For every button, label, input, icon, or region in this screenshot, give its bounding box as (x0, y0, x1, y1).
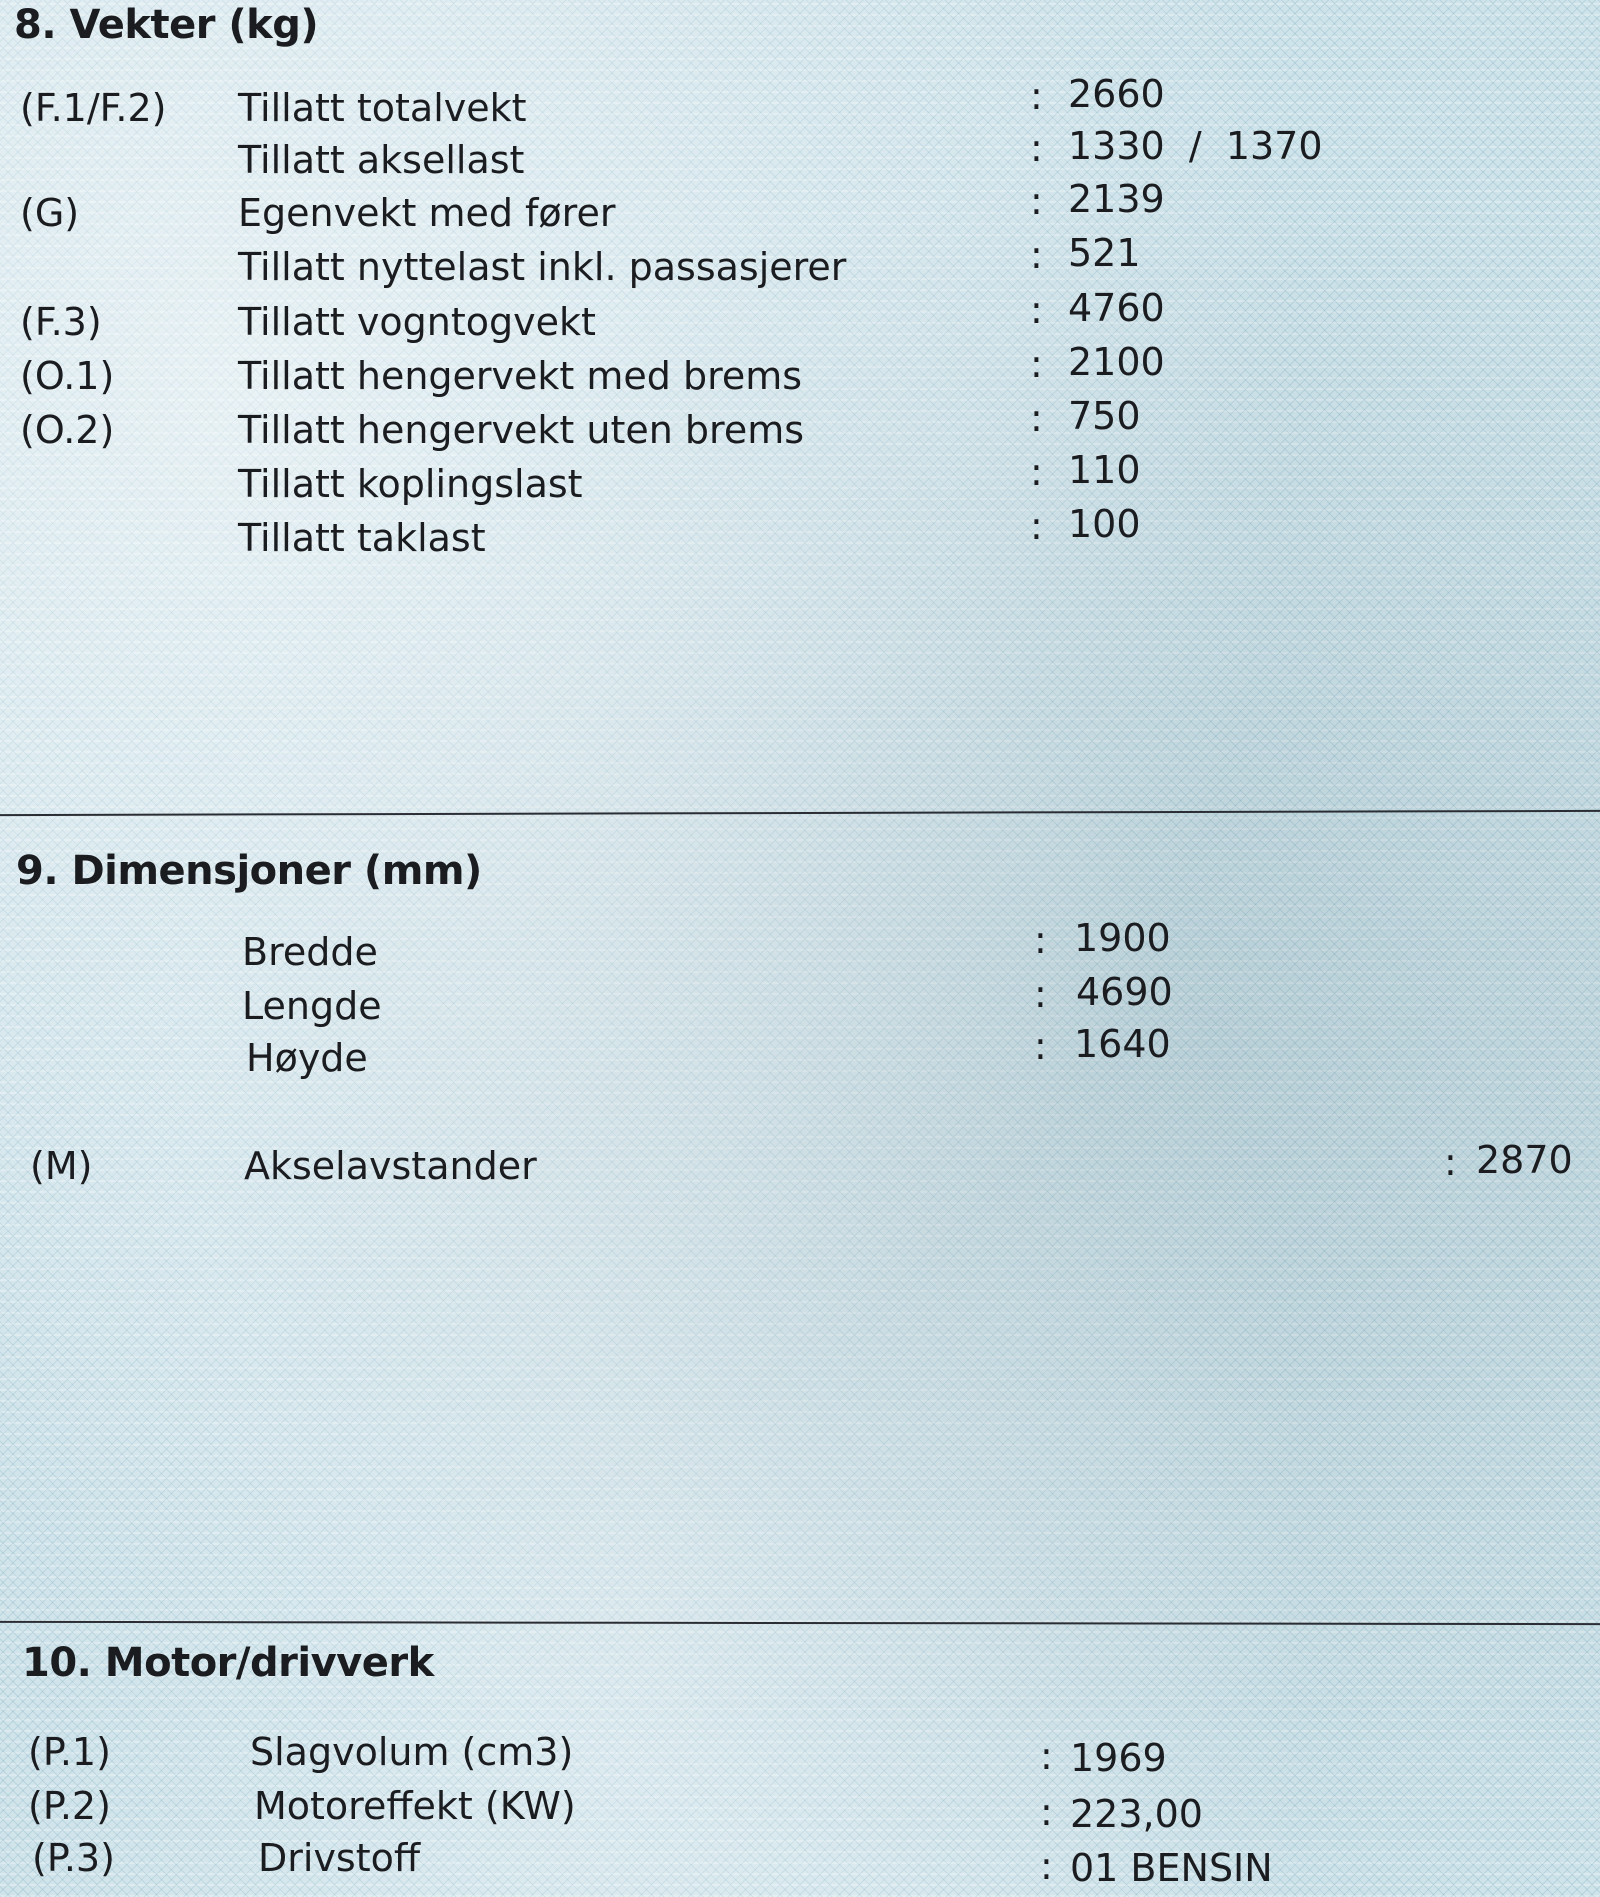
field-label: Tillatt hengervekt uten brems (238, 408, 805, 452)
field-label: Akselavstander (244, 1144, 537, 1188)
section-title-weights: 8. Vekter (kg) (14, 2, 319, 48)
field-value: 2100 (1068, 340, 1165, 384)
section-divider (0, 1621, 1600, 1625)
field-value: 521 (1068, 231, 1141, 275)
field-colon: : (1030, 179, 1043, 223)
field-value: 1330 / 1370 (1068, 124, 1323, 168)
field-colon: : (1030, 450, 1043, 494)
field-code: (F.1/F.2) (20, 86, 167, 130)
weight-row-train (0, 286, 1600, 350)
weight-row-axle (0, 124, 1600, 188)
field-label: Tillatt hengervekt med brems (238, 354, 803, 398)
field-label: Bredde (242, 930, 378, 974)
section-title-engine: 10. Motor/drivverk (22, 1640, 434, 1686)
weight-row-curb (0, 177, 1600, 241)
field-colon: : (1030, 126, 1043, 170)
field-value: 2139 (1068, 177, 1165, 221)
field-code: (O.1) (20, 354, 115, 398)
field-value: 223,00 (1070, 1792, 1203, 1836)
field-colon: : (1030, 74, 1043, 118)
field-colon: : (1034, 972, 1047, 1016)
field-value: 4760 (1068, 286, 1165, 330)
field-label: Tillatt koplingslast (238, 462, 583, 506)
field-value: 1900 (1074, 916, 1171, 960)
field-label: Egenvekt med fører (238, 191, 616, 235)
dimension-row-width (0, 916, 1600, 980)
weight-row-trailer-unbraked (0, 394, 1600, 458)
field-label: Høyde (246, 1036, 368, 1080)
field-value: 2660 (1068, 72, 1165, 116)
field-colon: : (1030, 342, 1043, 386)
field-value: 2870 (1476, 1138, 1573, 1182)
field-colon: : (1034, 918, 1047, 962)
weight-row-trailer-braked (0, 340, 1600, 404)
field-colon: : (1030, 504, 1043, 548)
field-code: (O.2) (20, 408, 115, 452)
field-colon: : (1040, 1734, 1053, 1778)
field-colon: : (1030, 396, 1043, 440)
field-value: 1640 (1074, 1022, 1171, 1066)
field-code: (P.1) (28, 1730, 111, 1774)
field-value: 110 (1068, 448, 1141, 492)
field-colon: : (1034, 1024, 1047, 1068)
field-value: 4690 (1076, 970, 1173, 1014)
field-label: Tillatt nyttelast inkl. passasjerer (238, 245, 847, 289)
field-label: Lengde (242, 984, 382, 1028)
section-divider (0, 810, 1600, 816)
field-code: (F.3) (20, 300, 102, 344)
field-code: (M) (30, 1144, 93, 1188)
field-code: (P.3) (32, 1836, 115, 1880)
field-value: 01 BENSIN (1070, 1846, 1273, 1890)
weight-row-roof (0, 502, 1600, 566)
field-label: Tillatt vogntogvekt (238, 300, 596, 344)
weight-row-payload (0, 231, 1600, 295)
dimension-row-wheelbase (0, 1138, 1600, 1194)
weight-row-total (0, 72, 1600, 136)
field-colon: : (1040, 1844, 1053, 1888)
field-value: 100 (1068, 502, 1141, 546)
field-label: Tillatt totalvekt (238, 86, 527, 130)
field-code: (G) (20, 191, 80, 235)
field-label: Tillatt aksellast (238, 138, 525, 182)
field-colon: : (1040, 1790, 1053, 1834)
field-label: Tillatt taklast (238, 516, 486, 560)
engine-row-displacement (0, 1730, 1600, 1780)
field-colon: : (1030, 288, 1043, 332)
weight-row-coupling (0, 448, 1600, 512)
field-colon: : (1030, 233, 1043, 277)
engine-row-fuel (0, 1836, 1600, 1890)
dimension-row-length (0, 970, 1600, 1034)
section-title-dimensions: 9. Dimensjoner (mm) (16, 848, 482, 894)
field-colon: : (1444, 1140, 1457, 1184)
field-code: (P.2) (28, 1784, 111, 1828)
field-label: Drivstoff (258, 1836, 421, 1880)
dimension-row-height (0, 1022, 1600, 1086)
engine-row-power (0, 1784, 1600, 1834)
field-value: 1969 (1070, 1736, 1167, 1780)
field-value: 750 (1068, 394, 1141, 438)
field-label: Slagvolum (cm3) (250, 1730, 574, 1774)
field-label: Motoreffekt (KW) (254, 1784, 576, 1828)
